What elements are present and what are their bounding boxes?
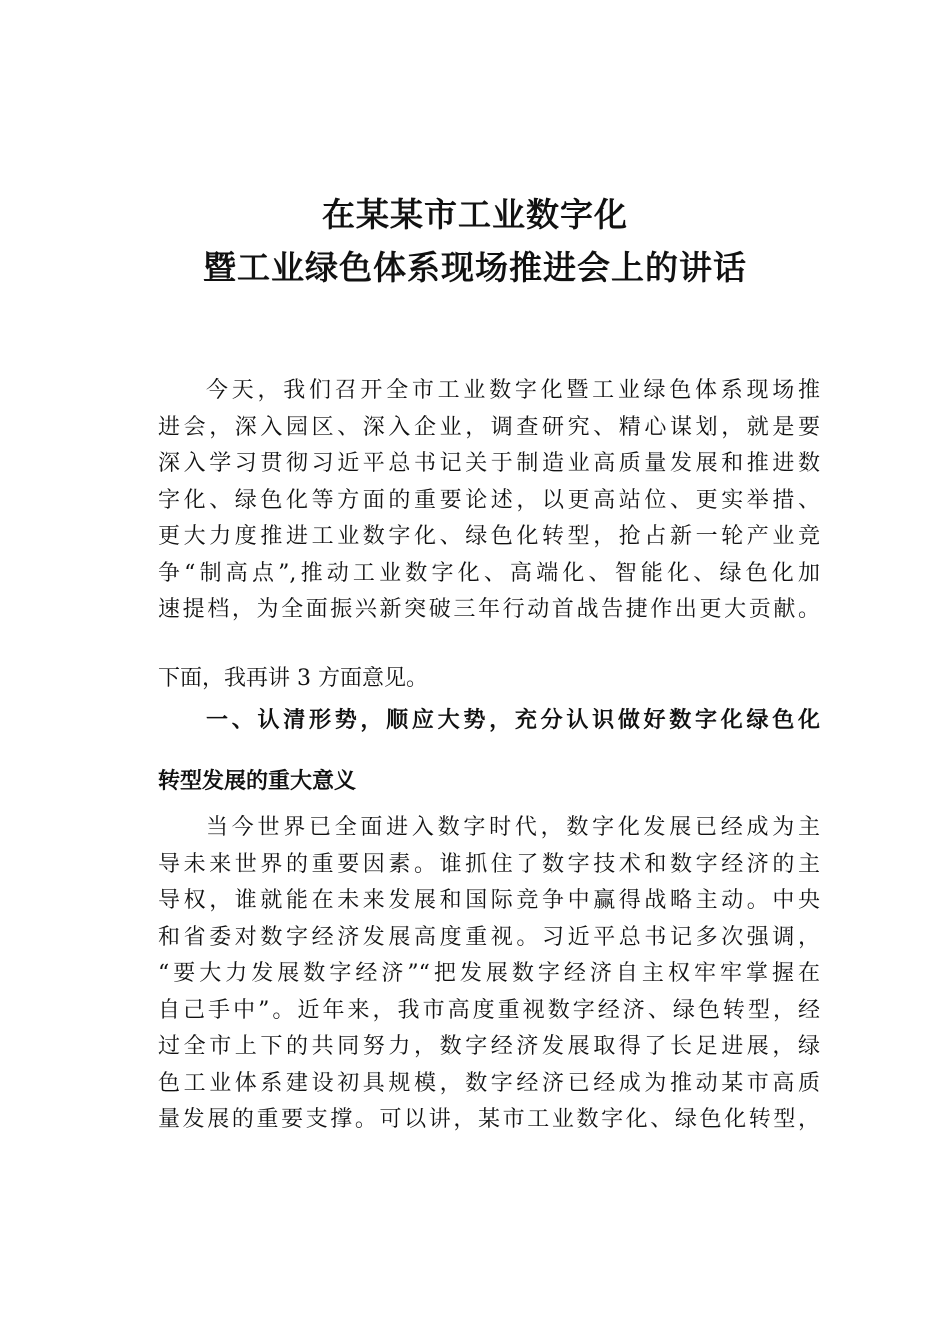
section-1-line: 自己手中”。近年来，我市高度重视数字经济、绿色转型，经 [158,997,820,1023]
intro-tail-line: 下面，我再讲 3 方面意见。 [158,666,428,691]
intro-line: 深入学习贯彻习近平总书记关于制造业高质量发展和推进数 [158,451,820,476]
section-1-line: “要大力发展数字经济”“把发展数字经济自主权牢牢掌握在 [158,961,820,986]
section-1-line: 过全市上下的共同努力，数字经济发展取得了长足进展，绿 [158,1034,820,1059]
section-1-line: 和省委对数字经济发展高度重视。习近平总书记多次强调， [158,924,820,950]
document-title-line-1: 在某某市工业数字化 [322,195,628,234]
intro-line: 今天，我们召开全市工业数字化暨工业绿色体系现场推 [206,378,820,403]
section-1-line: 量发展的重要支撑。可以讲，某市工业数字化、绿色化转型， [158,1107,820,1132]
intro-line: 字化、绿色化等方面的重要论述，以更高站位、更实举措、 [158,487,820,513]
intro-line: 争“制高点”,推动工业数字化、高端化、智能化、绿色化加 [158,560,820,586]
section-1-paragraph [158,810,820,1139]
intro-tail [158,661,820,698]
intro-line: 速提档，为全面振兴新突破三年行动首战告捷作出更大贡献。 [158,597,820,622]
section-1-line: 色工业体系建设初具规模，数字经济已经成为推动某市高质 [158,1070,820,1096]
section-1-line: 当今世界已全面进入数字时代，数字化发展已经成为主 [206,815,820,840]
section-1-heading-line-2: 转型发展的重大意义 [158,769,357,794]
document-title-line-2: 暨工业绿色体系现场推进会上的讲话 [203,248,747,287]
section-1-line: 导未来世界的重要因素。谁抓住了数字技术和数字经济的主 [158,851,820,877]
intro-paragraph [158,373,820,629]
intro-line: 更大力度推进工业数字化、绿色化转型，抢占新一轮产业竞 [158,524,820,549]
intro-line: 进会，深入园区、深入企业，调查研究、精心谋划，就是要 [158,414,820,440]
section-1-heading-line-1: 一、认清形势，顺应大势，充分认识做好数字化绿色化 [206,708,820,733]
section-1-line: 导权，谁就能在未来发展和国际竞争中赢得战略主动。中央 [158,888,820,913]
